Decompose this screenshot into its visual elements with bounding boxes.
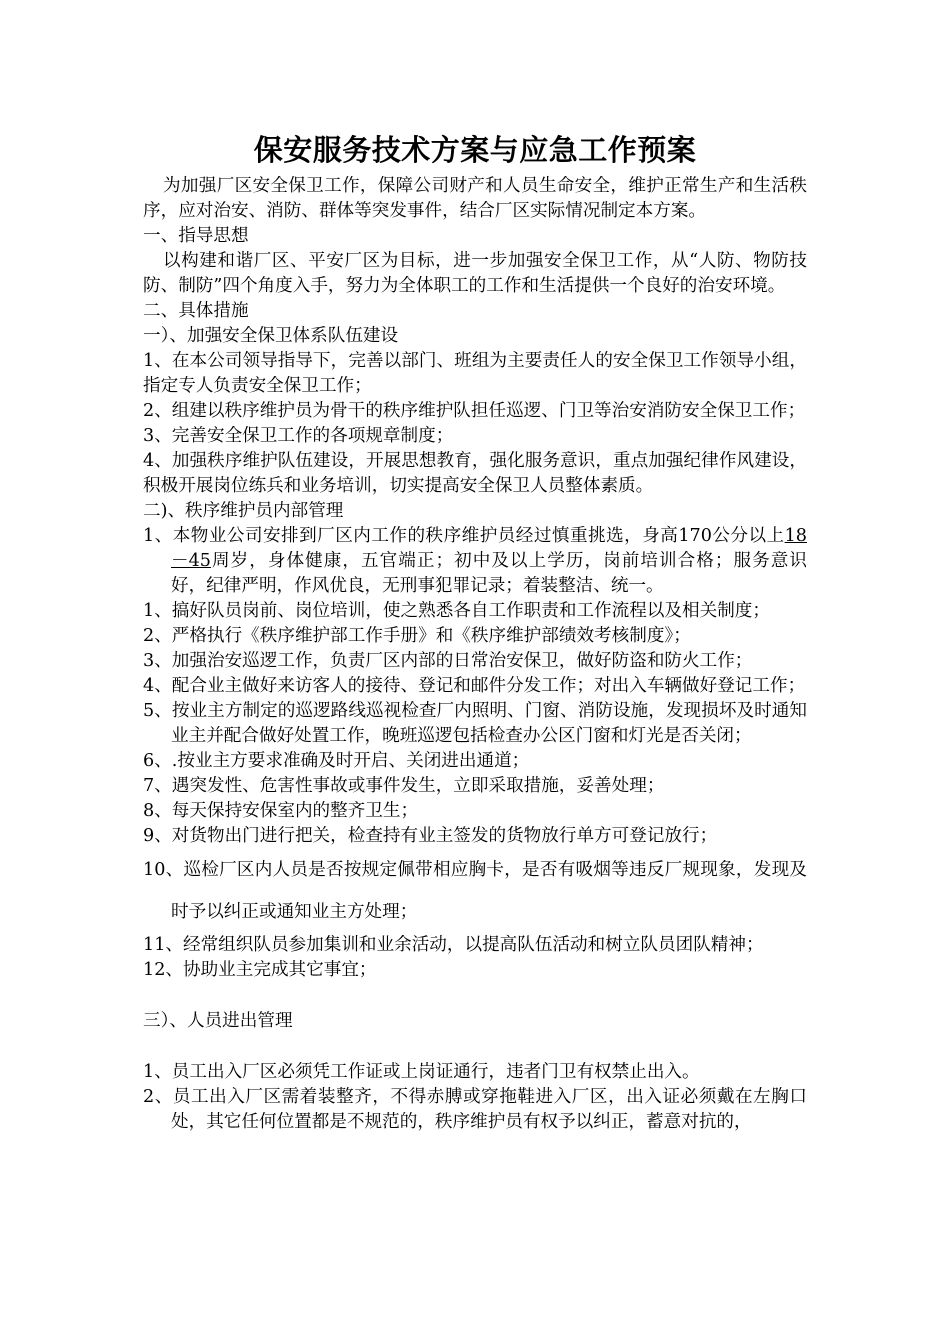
list-item: 3、完善安全保卫工作的各项规章制度；	[143, 426, 454, 446]
document-body	[143, 174, 807, 1135]
list-item: 8、每天保持安保室内的整齐卫生；	[143, 801, 419, 821]
list-item: 1、在本公司领导指导下，完善以部门、班组为主要责任人的安全保卫工作领导小组，指定专人负责安全保卫工作；	[143, 351, 807, 396]
age-range: 18－45	[171, 526, 807, 571]
list-item: 2、严格执行《秩序维护部工作手册》和《秩序维护部绩效考核制度》；	[143, 626, 691, 646]
subsection-heading-team: 一）、加强安全保卫体系队伍建设	[143, 326, 399, 346]
document-title: 保安服务技术方案与应急工作预案	[253, 133, 697, 167]
list-item: 7、遇突发性、危害性事故或事件发生，立即采取措施，妥善处理；	[143, 776, 665, 796]
list-item: 11、经常组织队员参加集训和业余活动，以提高队伍活动和树立队员团队精神；	[143, 935, 764, 955]
section-heading-measures: 二、具体措施	[143, 301, 249, 321]
list-item: 4、加强秩序维护队伍建设，开展思想教育，强化服务意识，重点加强纪律作风建设，积极开展岗位练兵和业务培训，切实提高安全保卫人员整体素质。	[143, 451, 807, 496]
intro-paragraph: 为加强厂区安全保卫工作，保障公司财产和人员生命安全，维护正常生产和生活秩序，应对治安、消防、群体等突发事件，结合厂区实际情况制定本方案。	[143, 176, 807, 221]
list-item	[143, 524, 807, 599]
guiding-paragraph: 以构建和谐厂区、平安厂区为目标，进一步加强安全保卫工作，从“人防、物防技防、制防”四个角度入手，努力为全体职工的工作和生活提供一个良好的治安环境。	[143, 251, 807, 296]
list-item: 3、加强治安巡逻工作，负责厂区内部的日常治安保卫，做好防盗和防火工作；	[143, 651, 753, 671]
list-item: 6、.按业主方要求准确及时开启、关闭进出通道；	[143, 751, 530, 771]
subsection-heading-access: 三）、人员进出管理	[143, 1011, 293, 1031]
list-item: 10、巡检厂区内人员是否按规定佩带相应胸卡，是否有吸烟等违反厂规现象，发现及时予以纠正或通知业主方处理；	[143, 860, 807, 922]
list-item: 1、员工出入厂区必须凭工作证或上岗证通行，违者门卫有权禁止出入。	[143, 1062, 700, 1082]
list-item: 2、组建以秩序维护员为骨干的秩序维护队担任巡逻、门卫等治安消防安全保卫工作；	[143, 401, 806, 421]
list-item: 1、搞好队员岗前、岗位培训，使之熟悉各自工作职责和工作流程以及相关制度；	[143, 601, 770, 621]
list-item-text: 1、本物业公司安排到厂区内工作的秩序维护员经过慎重挑选，身高170公分以上	[143, 526, 785, 546]
section-heading-guiding: 一、指导思想	[143, 226, 249, 246]
list-item-text: 周岁，身体健康，五官端正；初中及以上学历，岗前培训合格；服务意识好，纪律严明，作风优良，无刑事犯罪记录；着装整洁、统一。	[171, 551, 807, 596]
list-item: 4、配合业主做好来访客人的接待、登记和邮件分发工作；对出入车辆做好登记工作；	[143, 676, 806, 696]
list-item: 5、按业主方制定的巡逻路线巡视检查厂内照明、门窗、消防设施，发现损坏及时通知业主并配合做好处置工作，晚班巡逻包括检查办公区门窗和灯光是否关闭；	[143, 701, 807, 746]
list-item: 12、协助业主完成其它事宜；	[143, 960, 377, 980]
list-item: 2、员工出入厂区需着装整齐，不得赤膊或穿拖鞋进入厂区，出入证必须戴在左胸口处，其它任何位置都是不规范的，秩序维护员有权予以纠正，蓄意对抗的，	[143, 1087, 807, 1132]
subsection-heading-internal: 二)、秩序维护员内部管理	[143, 501, 344, 521]
list-item: 9、对货物出门进行把关，检查持有业主签发的货物放行单方可登记放行；	[143, 826, 718, 846]
